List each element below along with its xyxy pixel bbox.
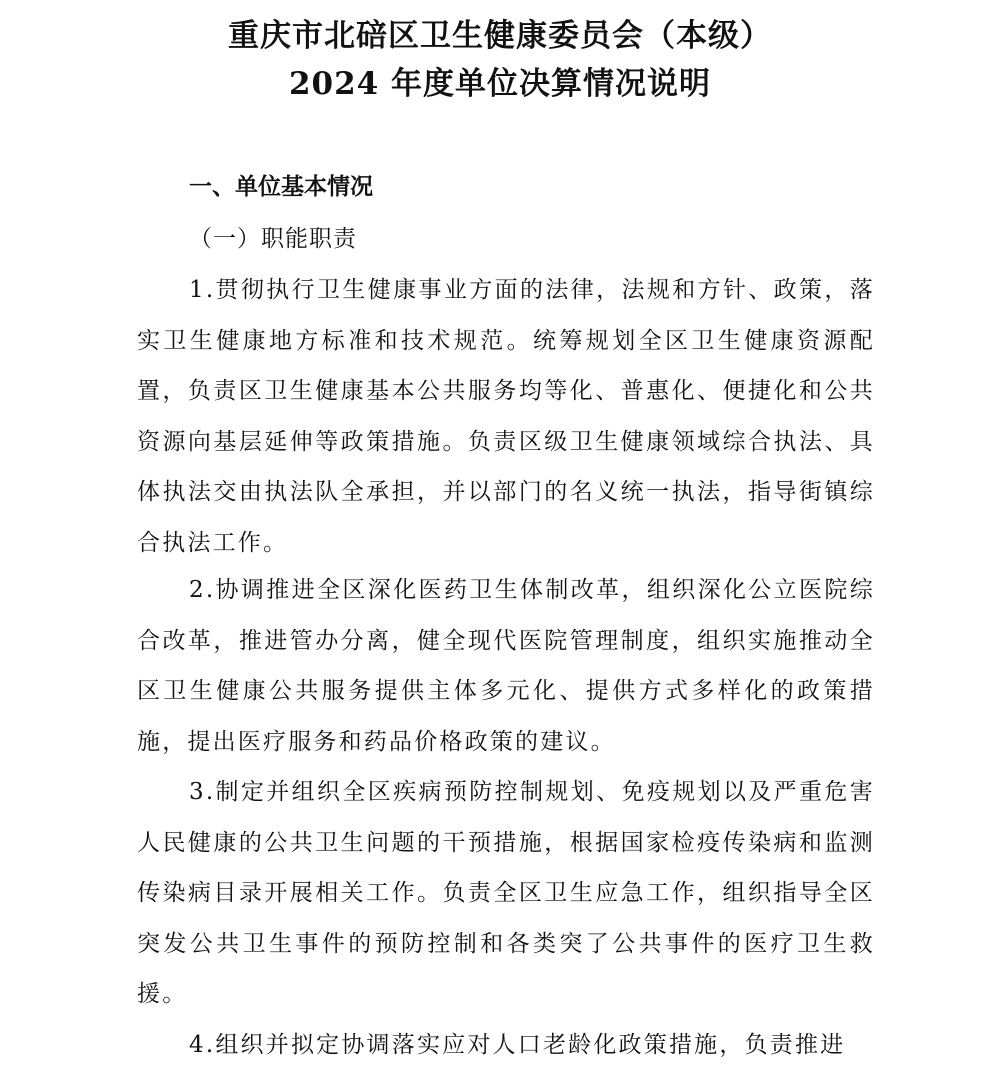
paragraph-3: 3.制定并组织全区疾病预防控制规划、免疫规划以及严重危害人民健康的公共卫生问题的干预措施，根据国家检疫传染病和监测传染病目录开展相关工作。负责全区卫生应急工作，组织指导全区突发公共卫生事件的预防控制和各类突了公共事件的医疗卫生救援。 bbox=[137, 779, 875, 1007]
paragraph-1: 1.贯彻执行卫生健康事业方面的法律，法规和方针、政策，落实卫生健康地方标准和技术规范。统筹规划全区卫生健康资源配置，负责区卫生健康基本公共服务均等化、普惠化、便捷化和公共资源向基层延伸等政策措施。负责区级卫生健康领域综合执法、具体执法交由执法队全承担，并以部门的名义统一执法，指导街镇综合执法工作。 bbox=[137, 277, 875, 556]
paragraph-4: 4.组织并拟定协调落实应对人口老龄化政策措施，负责推进 bbox=[189, 1032, 846, 1058]
section-heading: 一、单位基本情况 bbox=[189, 174, 373, 200]
subsection-heading: （一）职能职责 bbox=[189, 226, 357, 252]
document-title-line2: 2024 年度单位决算情况说明 bbox=[288, 66, 712, 102]
document-title-line1: 重庆市北碚区卫生健康委员会（本级） bbox=[228, 18, 772, 54]
paragraph-2: 2.协调推进全区深化医药卫生体制改革，组织深化公立医院综合改革，推进管办分离，健全现代医院管理制度，组织实施推动全区卫生健康公共服务提供主体多元化、提供方式多样化的政策措施，提出医疗服务和药品价格政策的建议。 bbox=[137, 577, 875, 755]
